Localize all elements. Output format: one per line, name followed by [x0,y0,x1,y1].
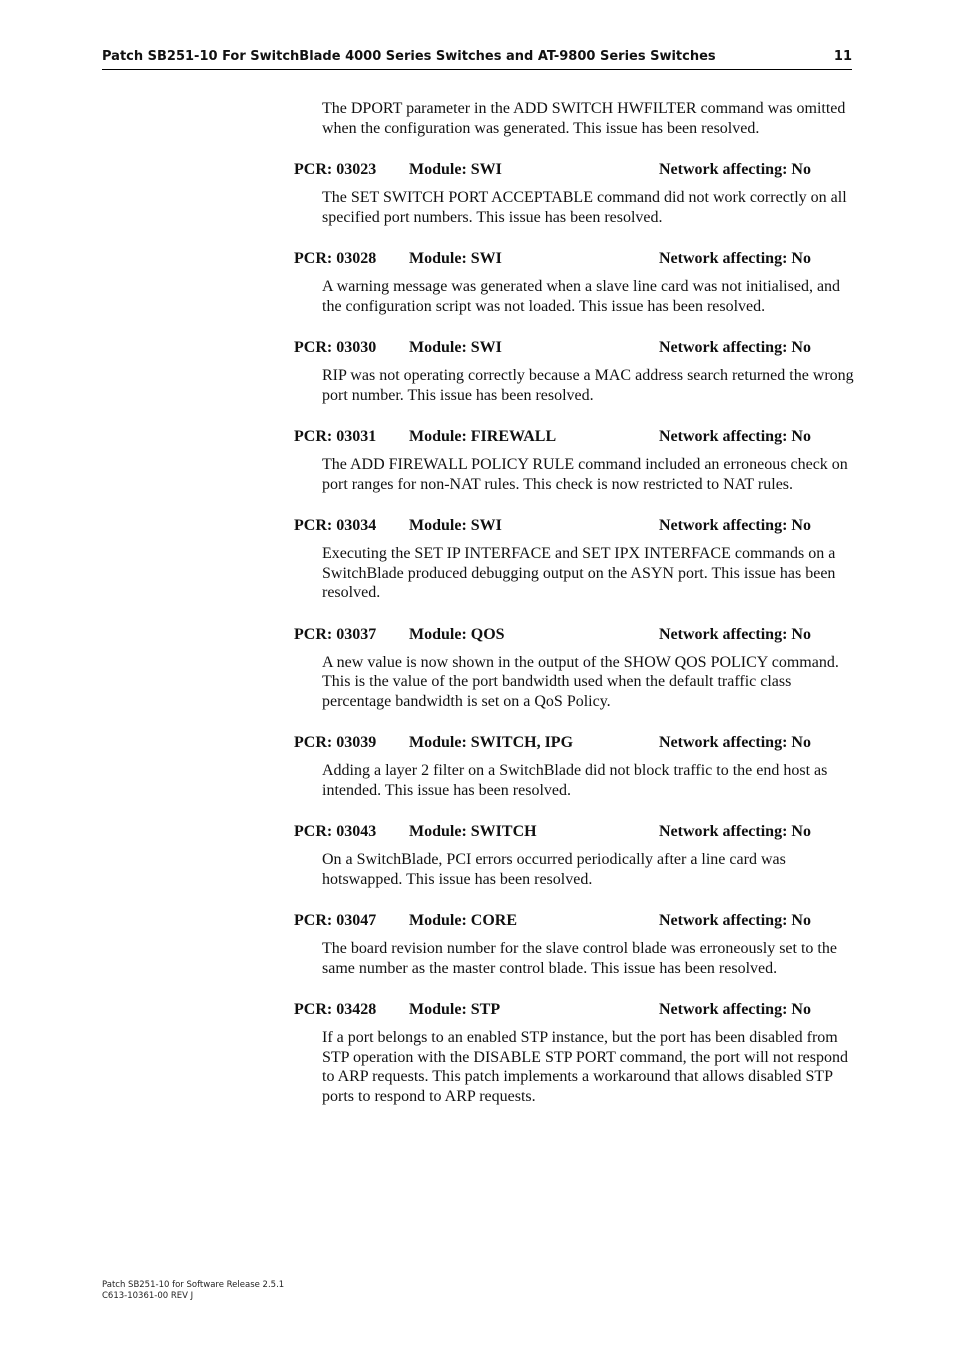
pcr-module: Module: SWI [409,339,502,356]
footer-document-code: C613-10361-00 REV J [102,1291,194,1301]
pcr-description: A warning message was generated when a slave line card was not initialised, and the configuration script was not loaded. This issue has been resolved. [322,278,841,315]
pcr-network-affecting: Network affecting: No [659,912,811,929]
pcr-entry [0,249,954,316]
pcr-module: Module: CORE [409,912,517,929]
pcr-description: The SET SWITCH PORT ACCEPTABLE command did not work correctly on all specified port numbers. This issue has been resolved. [322,189,847,226]
pcr-network-affecting: Network affecting: No [659,161,811,178]
pcr-module: Module: STP [409,1001,501,1018]
pcr-module: Module: SWI [409,161,502,178]
pcr-network-affecting: Network affecting: No [659,1001,811,1018]
pcr-entry-header [0,338,954,357]
pcr-number: PCR: 03428 [294,1001,377,1018]
pcr-module: Module: SWI [409,250,502,267]
document-title: Patch SB251-10 For SwitchBlade 4000 Series Switches and AT-9800 Series Switches [102,49,716,64]
pcr-entry-header [0,427,954,446]
pcr-entry [0,160,954,227]
pcr-entry [0,427,954,494]
pcr-entry-header [0,822,954,841]
pcr-entry [0,822,954,889]
pcr-entry-header [0,160,954,179]
pcr-network-affecting: Network affecting: No [659,250,811,267]
page-content [0,99,954,1128]
pcr-network-affecting: Network affecting: No [659,823,811,840]
pcr-number: PCR: 03039 [294,734,377,751]
pcr-number: PCR: 03030 [294,339,377,356]
pcr-description: The ADD FIREWALL POLICY RULE command included an erroneous check on port ranges for non-NAT rules. This check is now restricted to NAT rules. [322,456,848,493]
footer-release-line: Patch SB251-10 for Software Release 2.5.1 [102,1280,285,1290]
pcr-number: PCR: 03034 [294,517,377,534]
pcr-number: PCR: 03028 [294,250,377,267]
pcr-network-affecting: Network affecting: No [659,339,811,356]
pcr-module: Module: SWITCH, IPG [409,734,574,751]
pcr-module: Module: QOS [409,625,505,643]
pcr-entry-header [0,516,954,535]
pcr-entry [0,516,954,603]
pcr-entry-header [0,1000,954,1019]
pcr-module: Module: SWITCH [409,823,537,840]
page-number: 11 [833,49,852,64]
pcr-description: If a port belongs to an enabled STP instance, but the port has been disabled from STP operation with the DISABLE STP PORT command, the port will not respond to ARP requests. This patch implements a workaround that allows disabled STP ports to respond to ARP requests. [322,1029,848,1105]
pcr-entry-header [0,911,954,930]
pcr-number: PCR: 03023 [294,161,377,178]
intro-paragraph: The DPORT parameter in the ADD SWITCH HWFILTER command was omitted when the configuration was generated. This issue has been resolved. [322,100,846,137]
pcr-description: The board revision number for the slave control blade was erroneously set to the same number as the master control blade. This issue has been resolved. [322,940,837,977]
pcr-description: On a SwitchBlade, PCI errors occurred periodically after a line card was hotswapped. This issue has been resolved. [322,851,786,888]
pcr-number: PCR: 03031 [294,428,377,445]
pcr-description: Adding a layer 2 filter on a SwitchBlade did not block traffic to the end host as intended. This issue has been resolved. [322,762,828,799]
pcr-entry [0,338,954,405]
pcr-module: Module: FIREWALL [409,428,557,445]
pcr-number: PCR: 03037 [294,625,377,643]
pcr-module: Module: SWI [409,517,502,534]
pcr-number: PCR: 03047 [294,912,377,929]
page-footer [102,1280,284,1302]
pcr-entry [0,733,954,800]
pcr-network-affecting: Network affecting: No [659,625,811,643]
pcr-entry-header [0,249,954,268]
pcr-entry [0,625,954,712]
page-header [102,47,852,70]
pcr-entry-header [0,625,954,644]
pcr-number: PCR: 03043 [294,823,377,840]
pcr-network-affecting: Network affecting: No [659,517,811,534]
pcr-entry [0,911,954,978]
pcr-description: Executing the SET IP INTERFACE and SET IPX INTERFACE commands on a SwitchBlade produced debugging output on the ASYN port. This issue has been resolved. [322,545,836,601]
pcr-entry-header [0,733,954,752]
pcr-entry [0,1000,954,1106]
pcr-network-affecting: Network affecting: No [659,734,811,751]
pcr-network-affecting: Network affecting: No [659,428,811,445]
pcr-description: A new value is now shown in the output of the SHOW QOS POLICY command. This is the value of the port bandwidth used when the default traffic class percentage bandwidth is set on a QoS Policy. [322,653,839,710]
pcr-description: RIP was not operating correctly because a MAC address search returned the wrong port number. This issue has been resolved. [322,367,854,404]
